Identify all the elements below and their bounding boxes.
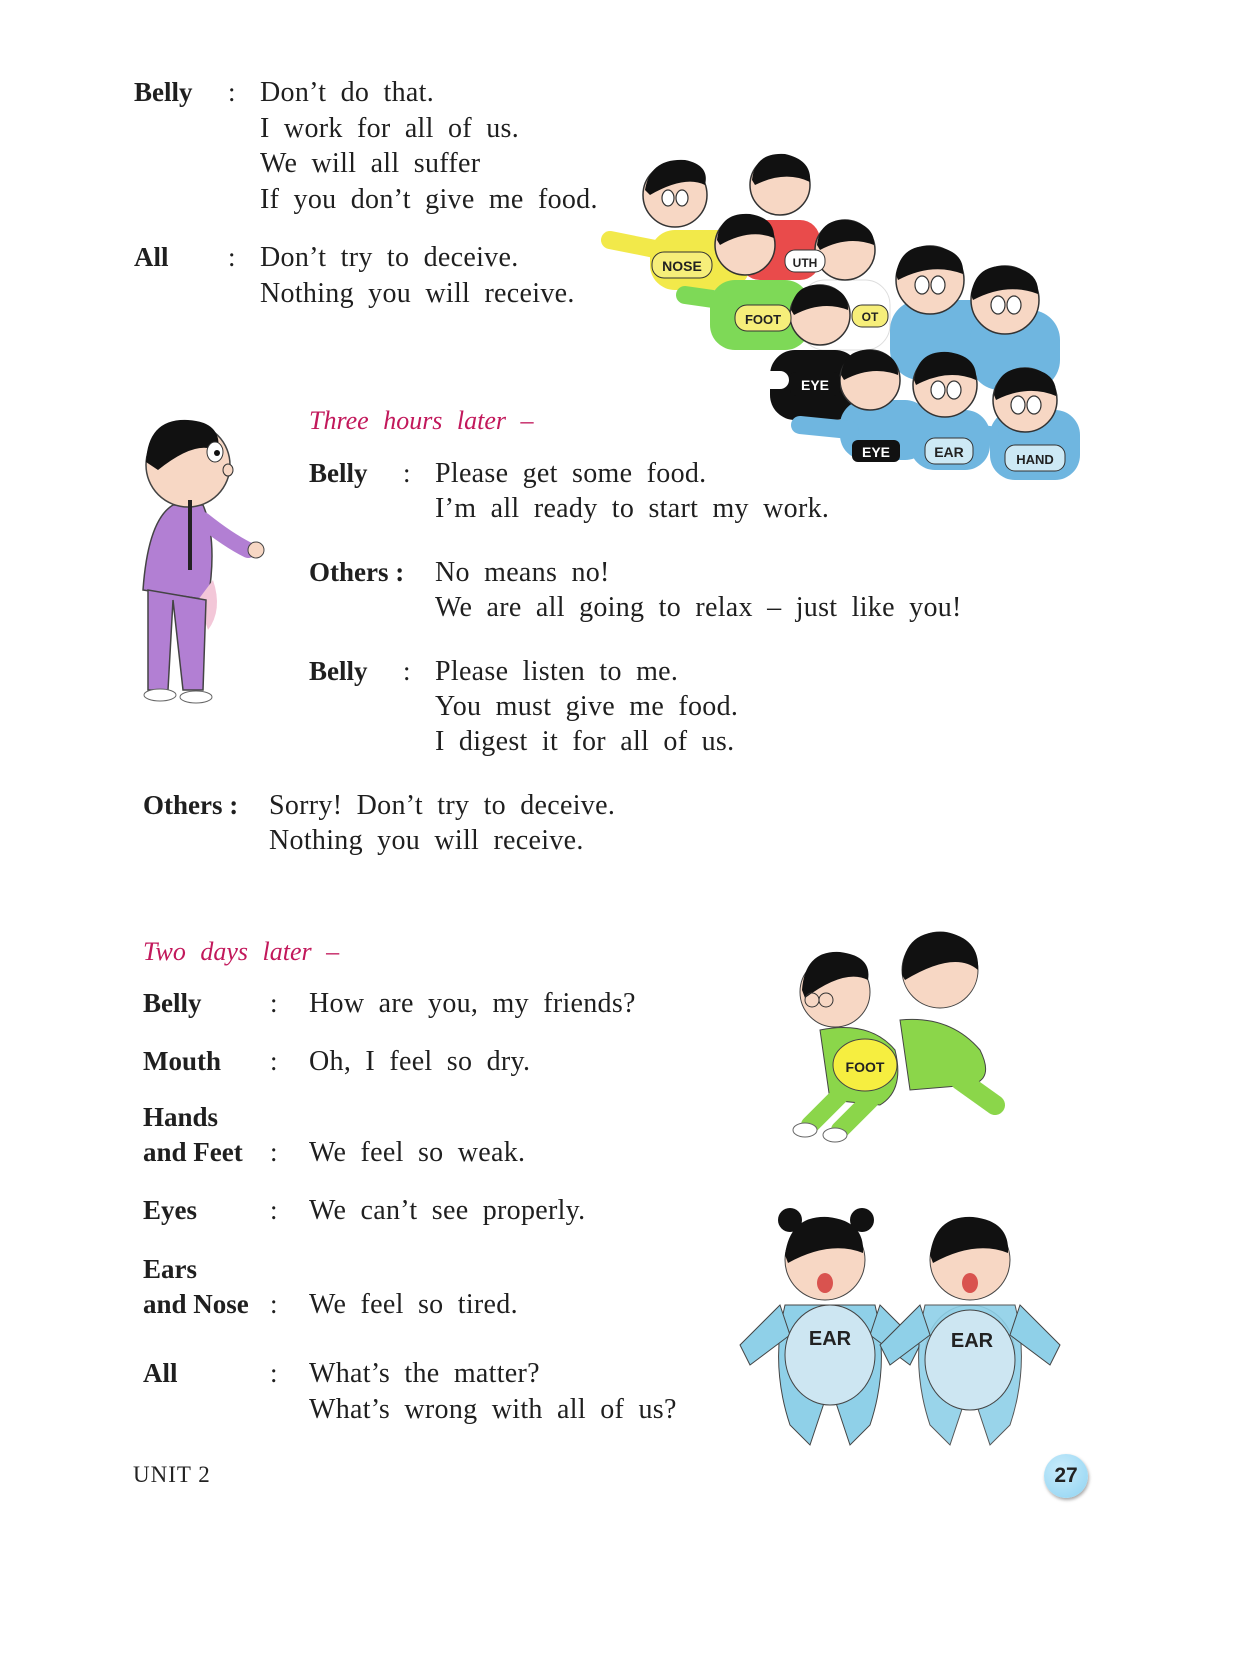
label-eye-2: EYE xyxy=(861,444,891,460)
dialogue-line: Sorry! Don’t try to deceive. xyxy=(269,790,616,821)
label-ear: EAR xyxy=(934,444,964,460)
label-hand: HAND xyxy=(1016,452,1054,467)
stage-cue-three-hours-later: Three hours later – xyxy=(309,406,534,435)
colon: : xyxy=(270,1137,278,1167)
dialogue-line: Don’t try to deceive. xyxy=(260,242,519,273)
label-foot: FOOT xyxy=(845,1059,885,1075)
page-number-badge xyxy=(1044,1454,1088,1498)
speaker-mouth: Mouth xyxy=(143,1046,222,1076)
colon: : xyxy=(270,1195,278,1225)
speaker-and-nose: and Nose xyxy=(143,1289,249,1319)
colon: : xyxy=(228,242,236,272)
speaker-others: Others : xyxy=(309,557,405,587)
dialogue-line: What’s wrong with all of us? xyxy=(309,1394,677,1425)
dialogue-line: How are you, my friends? xyxy=(309,988,636,1019)
speaker-belly: Belly xyxy=(309,458,368,488)
stage-cue-two-days-later: Two days later – xyxy=(143,937,340,966)
speaker-and-feet: and Feet xyxy=(143,1137,243,1167)
group-of-body-parts-illustration xyxy=(590,140,1100,500)
dialogue-line: Please listen to me. xyxy=(435,656,679,687)
dialogue-line: We can’t see properly. xyxy=(309,1195,586,1226)
speaker-belly: Belly xyxy=(134,77,193,107)
dialogue-line: You must give me food. xyxy=(435,691,739,722)
colon: : xyxy=(228,77,236,107)
speaker-all: All xyxy=(134,242,169,272)
speaker-hands: Hands xyxy=(143,1102,219,1132)
label-mouth: UTH xyxy=(792,256,818,270)
speaker-others: Others : xyxy=(143,790,239,820)
unit-label: UNIT 2 xyxy=(133,1462,211,1487)
label-foot: FOOT xyxy=(744,312,782,327)
label-ear: EAR xyxy=(808,1328,852,1350)
dialogue-line: I’m all ready to start my work. xyxy=(435,493,830,524)
speaker-ears: Ears xyxy=(143,1254,197,1284)
colon: : xyxy=(270,988,278,1018)
dialogue-line: Don’t do that. xyxy=(260,77,435,108)
speaker-belly: Belly xyxy=(143,988,202,1018)
colon: : xyxy=(403,458,411,488)
dialogue-line: Nothing you will receive. xyxy=(269,825,584,856)
dialogue-line: If you don’t give me food. xyxy=(260,184,598,215)
dialogue-line: I digest it for all of us. xyxy=(435,726,735,757)
colon: : xyxy=(270,1289,278,1319)
speaker-all: All xyxy=(143,1358,178,1388)
dialogue-line: Please get some food. xyxy=(435,458,707,489)
belly-boy-illustration xyxy=(118,400,278,720)
sitting-children-illustration xyxy=(780,920,1010,1145)
colon: : xyxy=(270,1046,278,1076)
dialogue-line: I work for all of us. xyxy=(260,113,520,144)
dialogue-line: Oh, I feel so dry. xyxy=(309,1046,531,1077)
colon: : xyxy=(270,1358,278,1388)
dialogue-line: We will all suffer xyxy=(260,148,481,179)
label-foot-2: OT xyxy=(861,310,879,324)
speaker-belly: Belly xyxy=(309,656,368,686)
dialogue-line: Nothing you will receive. xyxy=(260,278,575,309)
label-eye: EYE xyxy=(800,377,830,393)
speaker-eyes: Eyes xyxy=(143,1195,197,1225)
label-nose: NOSE xyxy=(662,258,702,274)
dialogue-line: No means no! xyxy=(435,557,610,588)
page-number: 27 xyxy=(1054,1464,1078,1487)
dialogue-line: We feel so tired. xyxy=(309,1289,518,1320)
label-ear-2: EAR xyxy=(950,1330,994,1352)
ears-characters-illustration xyxy=(730,1195,1080,1465)
dialogue-line: What’s the matter? xyxy=(309,1358,540,1389)
colon: : xyxy=(403,656,411,686)
dialogue-line: We are all going to relax – just like you! xyxy=(435,592,962,623)
dialogue-line: We feel so weak. xyxy=(309,1137,526,1168)
